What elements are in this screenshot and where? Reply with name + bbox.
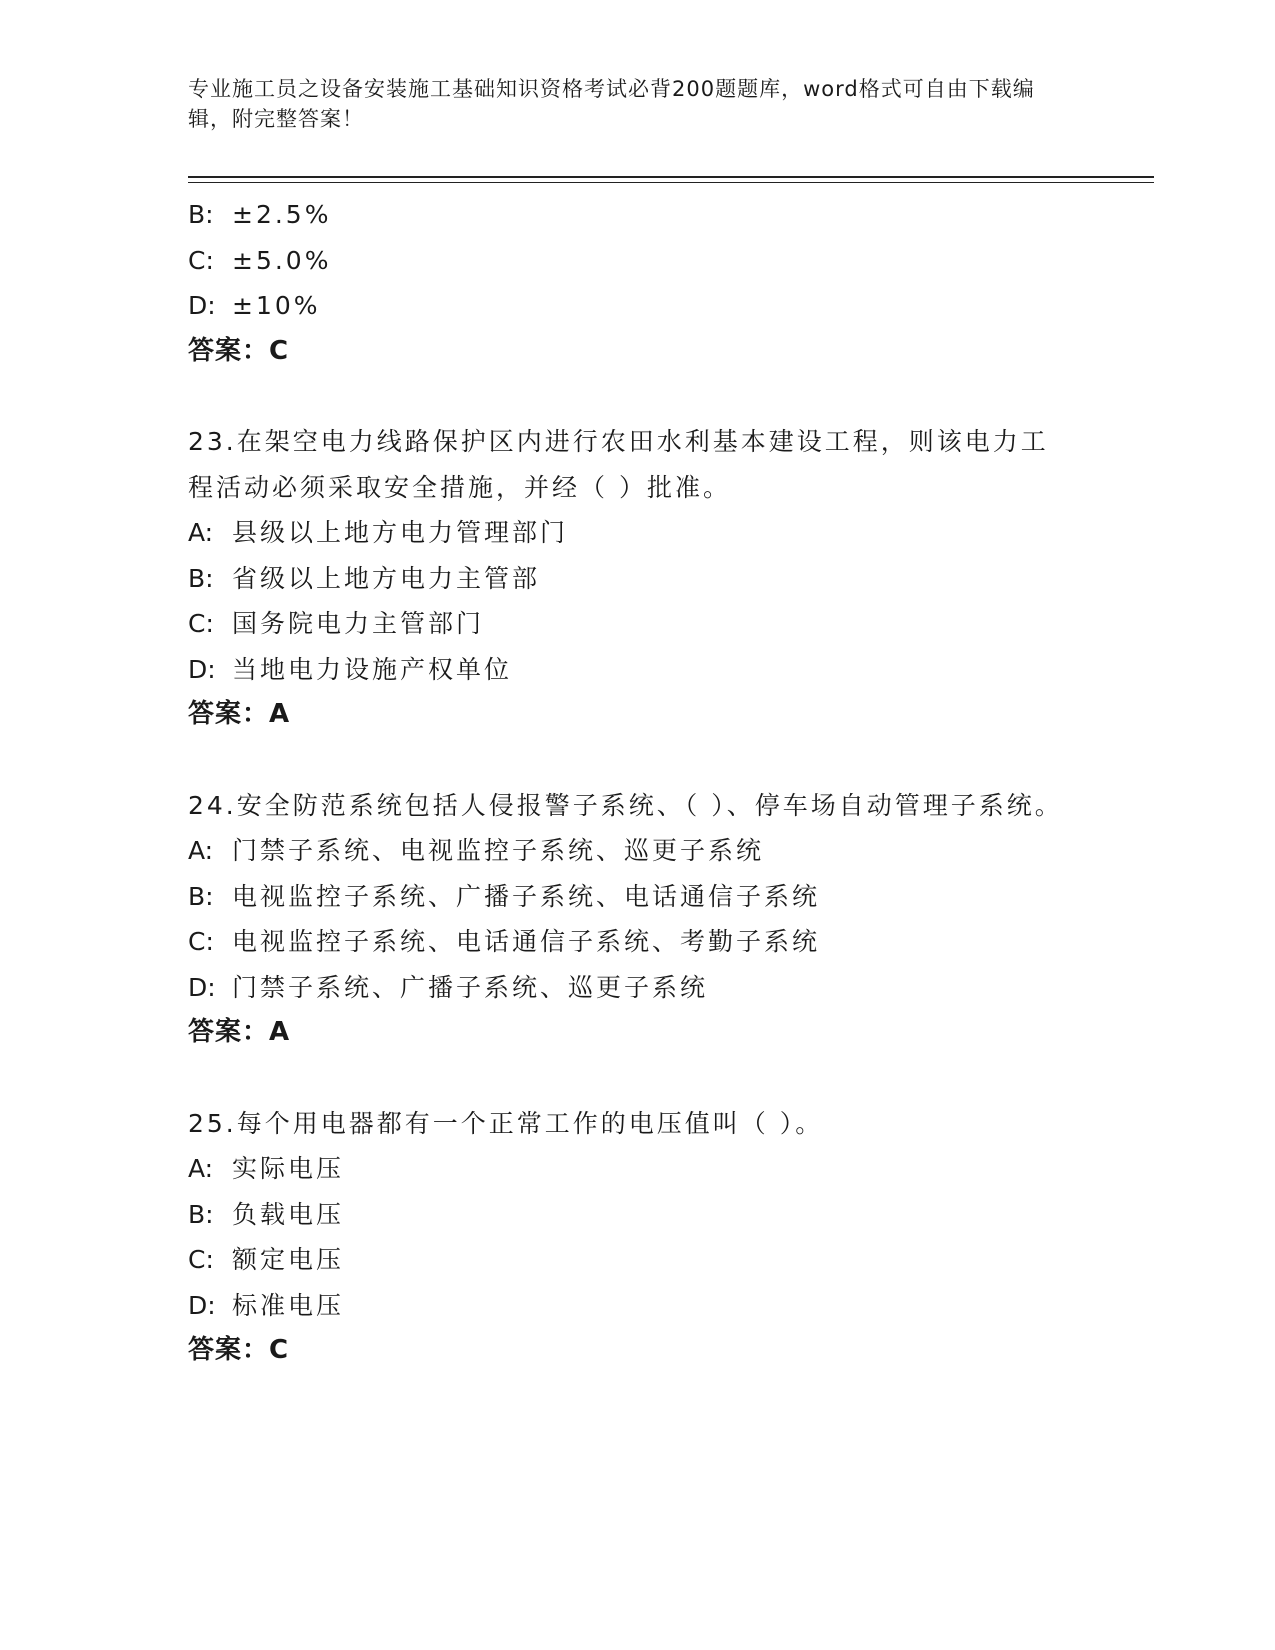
question-stem: 25.每个用电器都有一个正常工作的电压值叫（ ）。 xyxy=(188,1108,824,1138)
option-row xyxy=(188,1283,1088,1329)
option-row xyxy=(188,601,1088,647)
option-text: 国务院电力主管部门 xyxy=(232,609,485,638)
answer-line: 答案：C xyxy=(188,1335,290,1365)
option-letter: C: xyxy=(188,1245,214,1274)
spacer xyxy=(188,738,1088,783)
spacer xyxy=(188,1056,1088,1101)
option-letter: D: xyxy=(188,291,216,320)
option-row xyxy=(188,828,1088,874)
option-letter: B: xyxy=(188,563,214,593)
option-row xyxy=(188,919,1088,965)
option-letter: B: xyxy=(188,1199,214,1229)
option-row xyxy=(188,192,1088,238)
option-row xyxy=(188,647,1088,693)
question-block-23 xyxy=(188,419,1088,738)
option-text: 额定电压 xyxy=(232,1245,345,1274)
option-text: 省级以上地方电力主管部 xyxy=(232,563,541,593)
option-text: 县级以上地方电力管理部门 xyxy=(232,518,569,547)
option-letter: C: xyxy=(188,927,214,956)
option-letter: D: xyxy=(188,654,216,684)
question-block-25 xyxy=(188,1101,1088,1374)
option-text: ±2.5% xyxy=(232,200,332,229)
answer-line: 答案：C xyxy=(188,335,290,366)
option-row xyxy=(188,556,1088,602)
option-letter: A: xyxy=(188,836,214,865)
document-header: 专业施工员之设备安装施工基础知识资格考试必背200题题库，word格式可自由下载编辑，附完整答案！ xyxy=(188,77,1035,131)
option-letter: C: xyxy=(188,245,214,275)
prev-question-block xyxy=(188,192,1088,374)
header-rule-thin xyxy=(188,182,1154,183)
option-letter: B: xyxy=(188,881,214,911)
option-row xyxy=(188,874,1088,920)
option-text: 负载电压 xyxy=(232,1199,345,1229)
option-letter: D: xyxy=(188,972,216,1002)
answer-line: 答案：A xyxy=(188,1017,291,1047)
option-text: 电视监控子系统、广播子系统、电话通信子系统 xyxy=(232,881,821,911)
option-text: 当地电力设施产权单位 xyxy=(232,654,513,684)
option-text: 标准电压 xyxy=(232,1290,345,1320)
spacer xyxy=(188,374,1088,419)
question-block-24 xyxy=(188,783,1088,1056)
option-text: 实际电压 xyxy=(232,1154,345,1183)
option-row xyxy=(188,1192,1088,1238)
option-text: 电视监控子系统、电话通信子系统、考勤子系统 xyxy=(232,927,821,956)
option-text: 门禁子系统、广播子系统、巡更子系统 xyxy=(232,972,709,1002)
option-row xyxy=(188,510,1088,556)
question-content xyxy=(188,192,1088,1374)
option-row xyxy=(188,283,1088,329)
option-letter: B: xyxy=(188,200,214,229)
question-stem: 23.在架空电力线路保护区内进行农田水利基本建设工程，则该电力工程活动必须采取安全措施，并经（ ）批准。 xyxy=(188,427,1049,502)
option-text: ±10% xyxy=(232,291,321,320)
option-row xyxy=(188,965,1088,1011)
option-letter: A: xyxy=(188,1154,214,1183)
option-letter: C: xyxy=(188,609,214,638)
option-row xyxy=(188,1146,1088,1192)
option-text: 门禁子系统、电视监控子系统、巡更子系统 xyxy=(232,836,765,865)
option-row xyxy=(188,1237,1088,1283)
option-text: ±5.0% xyxy=(232,245,332,275)
option-letter: A: xyxy=(188,518,214,547)
header-rule-thick xyxy=(188,176,1154,178)
option-letter: D: xyxy=(188,1290,216,1320)
answer-line: 答案：A xyxy=(188,699,291,729)
option-row xyxy=(188,238,1088,284)
question-stem: 24.安全防范系统包括人侵报警子系统、（ ）、停车场自动管理子系统。 xyxy=(188,790,1063,820)
